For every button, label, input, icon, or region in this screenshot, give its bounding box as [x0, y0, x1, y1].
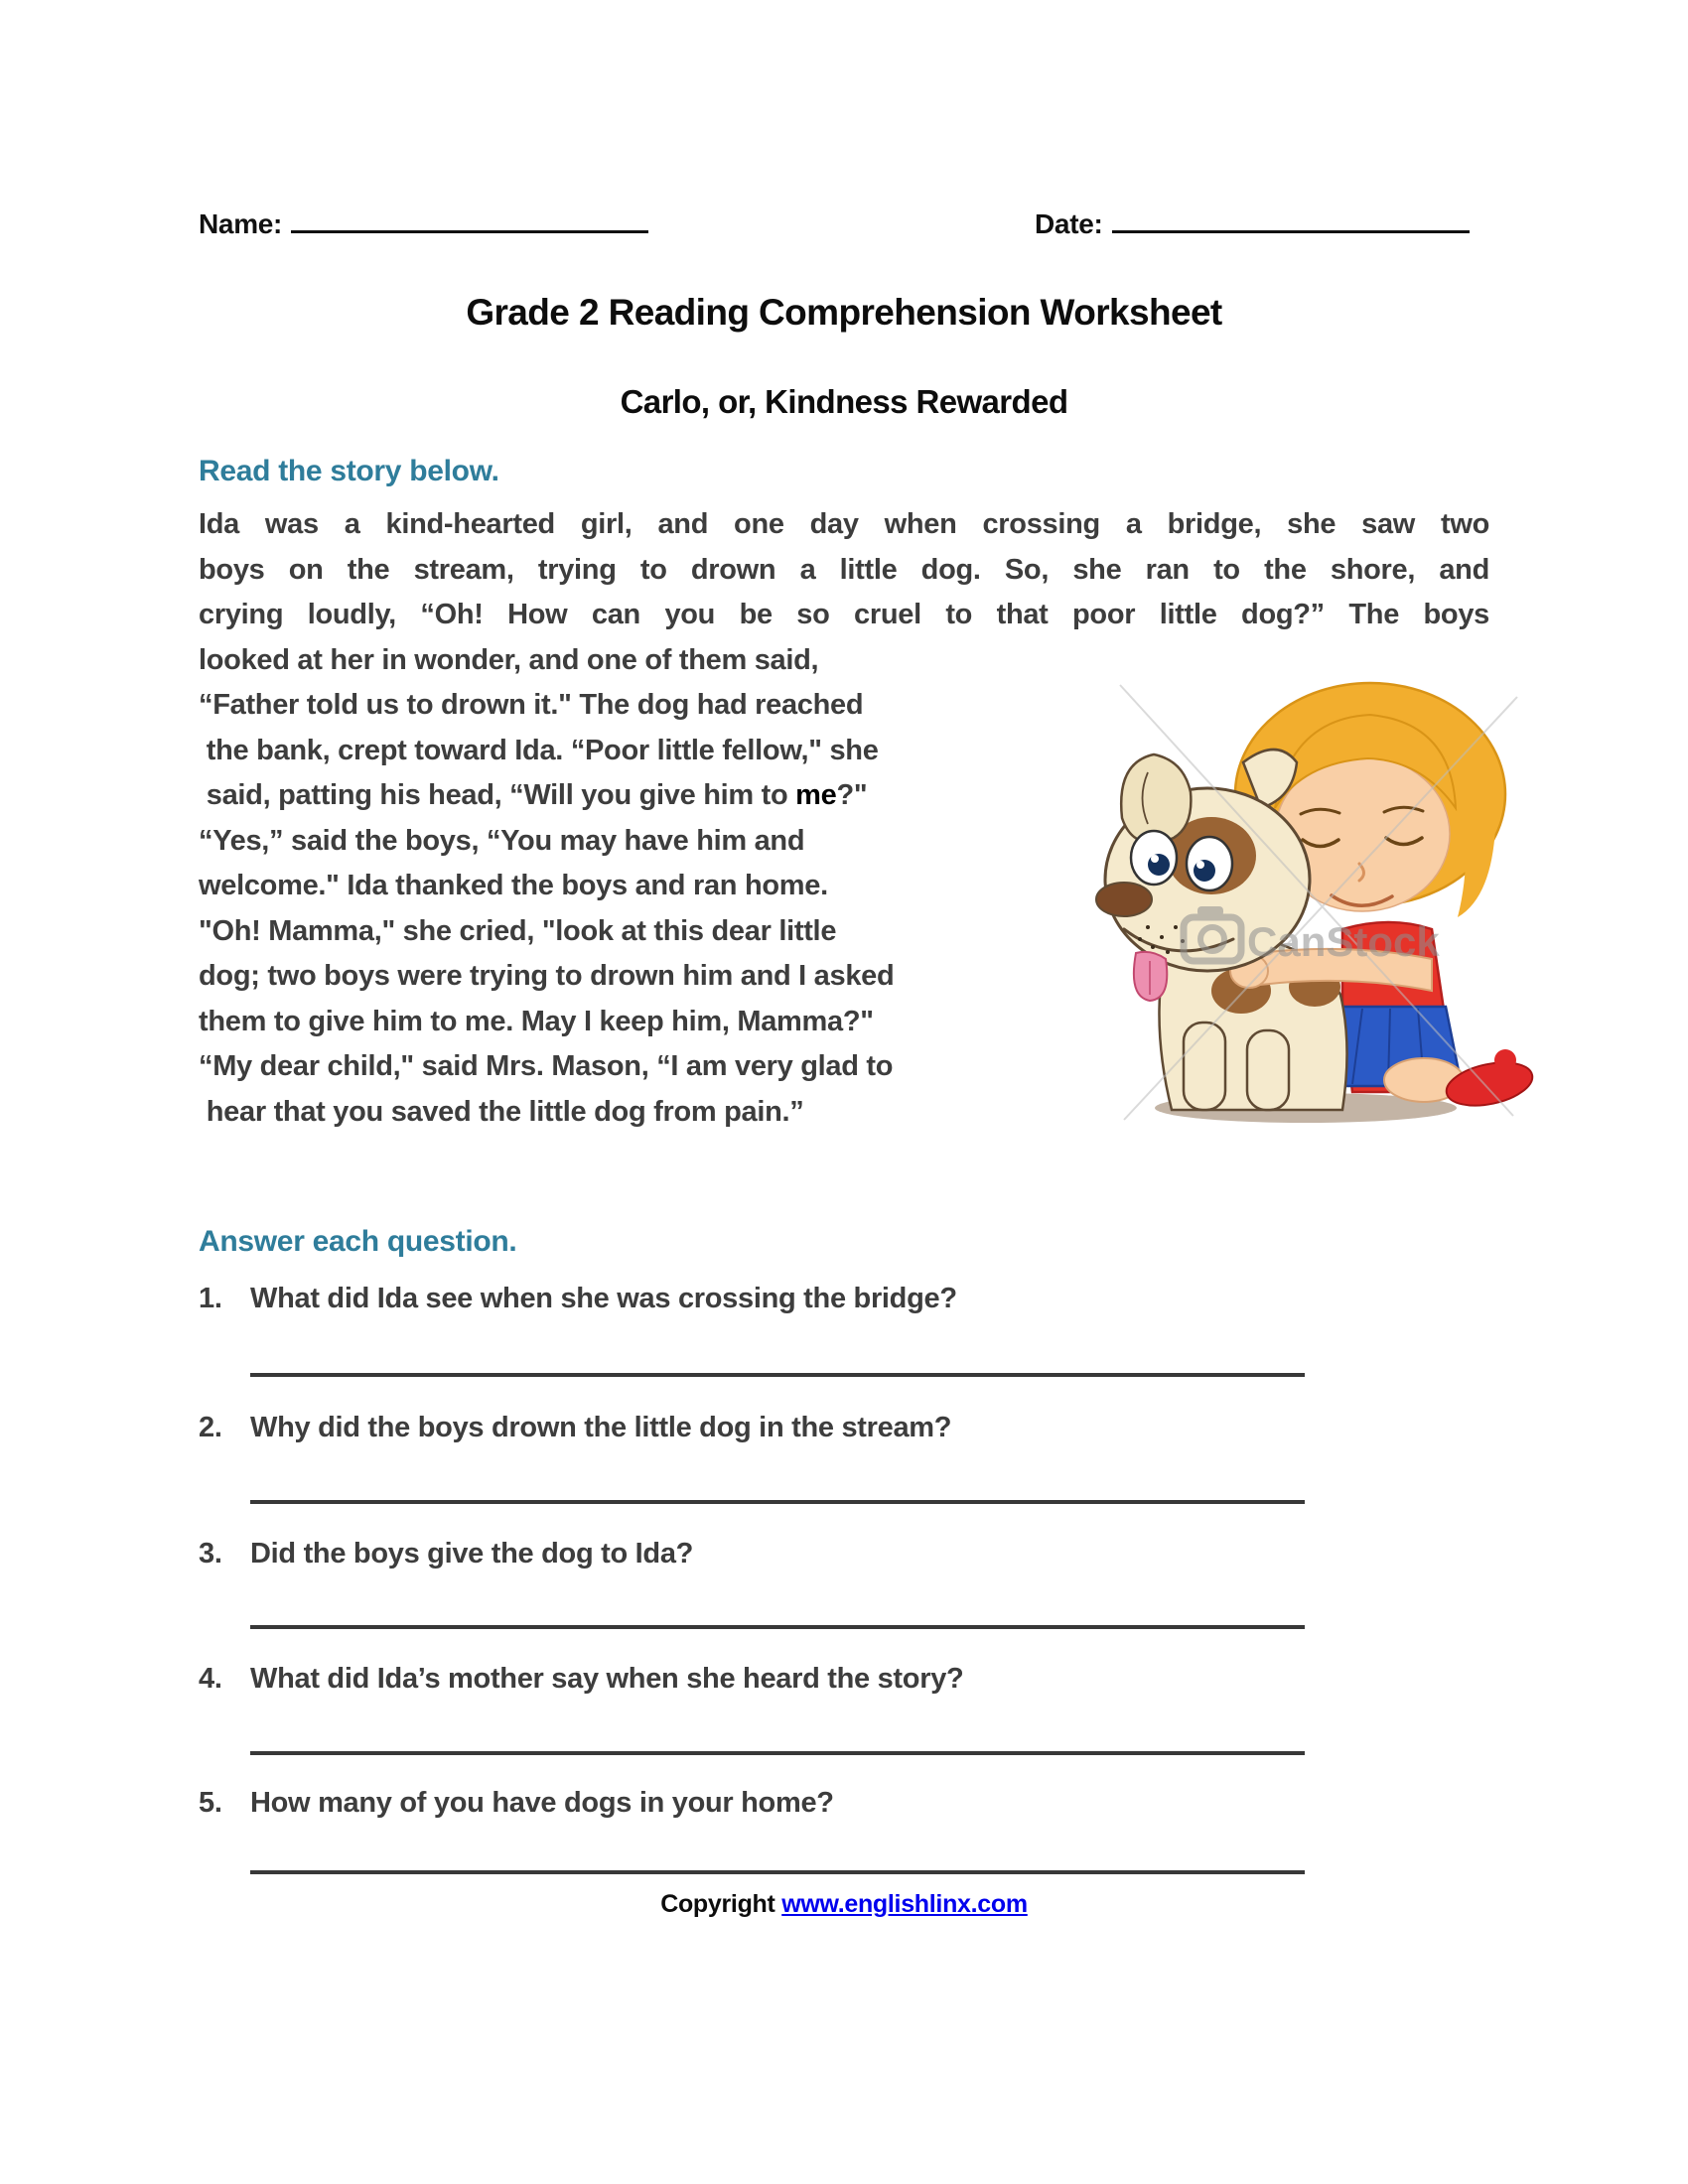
story-line: dog; two boys were trying to drown him and I asked: [199, 960, 895, 992]
question-4: [199, 1663, 963, 1696]
copyright-label: Copyright: [660, 1890, 782, 1918]
date-row: [1035, 197, 1470, 240]
date-input-line[interactable]: [1112, 197, 1470, 233]
story-line: the bank, crept toward Ida. “Poor little fellow," she: [199, 734, 879, 766]
englishlinx-link[interactable]: www.englishlinx.com: [781, 1890, 1028, 1918]
answer-line-5[interactable]: [250, 1870, 1305, 1874]
story-line: “Yes,” said the boys, “You may have him and: [199, 824, 805, 857]
question-text: Did the boys give the dog to Ida?: [250, 1538, 694, 1570]
emphasized-word: me: [795, 779, 837, 811]
name-row: [199, 197, 648, 240]
story-line: welcome." Ida thanked the boys and ran home.: [199, 870, 828, 901]
answer-questions-heading: Answer each question.: [199, 1225, 517, 1258]
story-line: said, patting his head, “Will you give him to me?": [199, 779, 868, 811]
story-line: “Father told us to drown it." The dog had reached: [199, 689, 864, 721]
answer-line-3[interactable]: [250, 1625, 1305, 1629]
question-text: Why did the boys drown the little dog in the stream?: [250, 1412, 952, 1443]
page-title: Grade 2 Reading Comprehension Worksheet: [466, 292, 1222, 333]
story-line: "Oh! Mamma," she cried, "look at this dear little: [199, 914, 837, 947]
story-line: Ida was a kind-hearted girl, and one day when crossing a bridge, she saw two: [199, 508, 1489, 540]
story-line: looked at her in wonder, and one of them said,: [199, 643, 819, 676]
story-title: Carlo, or, Kindness Rewarded: [620, 383, 1068, 420]
story-line: crying loudly, “Oh! How can you be so cruel to that poor little dog?” The boys: [199, 599, 1489, 630]
question-number: 3.: [199, 1538, 222, 1570]
story-line: boys on the stream, trying to drown a little dog. So, she ran to the shore, and: [199, 553, 1489, 586]
answer-line-4[interactable]: [250, 1751, 1305, 1755]
question-2: [199, 1412, 951, 1444]
name-input-line[interactable]: [291, 197, 648, 233]
question-1: [199, 1283, 957, 1315]
question-text: What did Ida’s mother say when she heard the story?: [250, 1663, 964, 1695]
story-line: them to give him to me. May I keep him, Mamma?": [199, 1005, 874, 1037]
story-line: hear that you saved the little dog from pain.”: [199, 1095, 804, 1128]
footer-copyright: [199, 1890, 1489, 1919]
question-number: 2.: [199, 1412, 222, 1443]
girl-hugging-dog-illustration: [1092, 667, 1541, 1124]
answer-line-2[interactable]: [250, 1500, 1305, 1504]
question-number: 5.: [199, 1787, 222, 1819]
answer-line-1[interactable]: [250, 1373, 1305, 1377]
watermark-text: CanStock: [1247, 918, 1440, 965]
question-number: 1.: [199, 1283, 222, 1314]
story-line: “My dear child," said Mrs. Mason, “I am very glad to: [199, 1050, 894, 1082]
question-5: [199, 1787, 834, 1820]
question-text: How many of you have dogs in your home?: [250, 1787, 834, 1819]
name-label: Name:: [199, 208, 283, 239]
girl-hugging-dog-image: [1092, 667, 1541, 1124]
date-label: Date:: [1035, 208, 1103, 239]
question-text: What did Ida see when she was crossing the bridge?: [250, 1283, 957, 1314]
question-number: 4.: [199, 1663, 222, 1695]
read-story-heading: Read the story below.: [199, 455, 499, 487]
question-3: [199, 1538, 693, 1570]
